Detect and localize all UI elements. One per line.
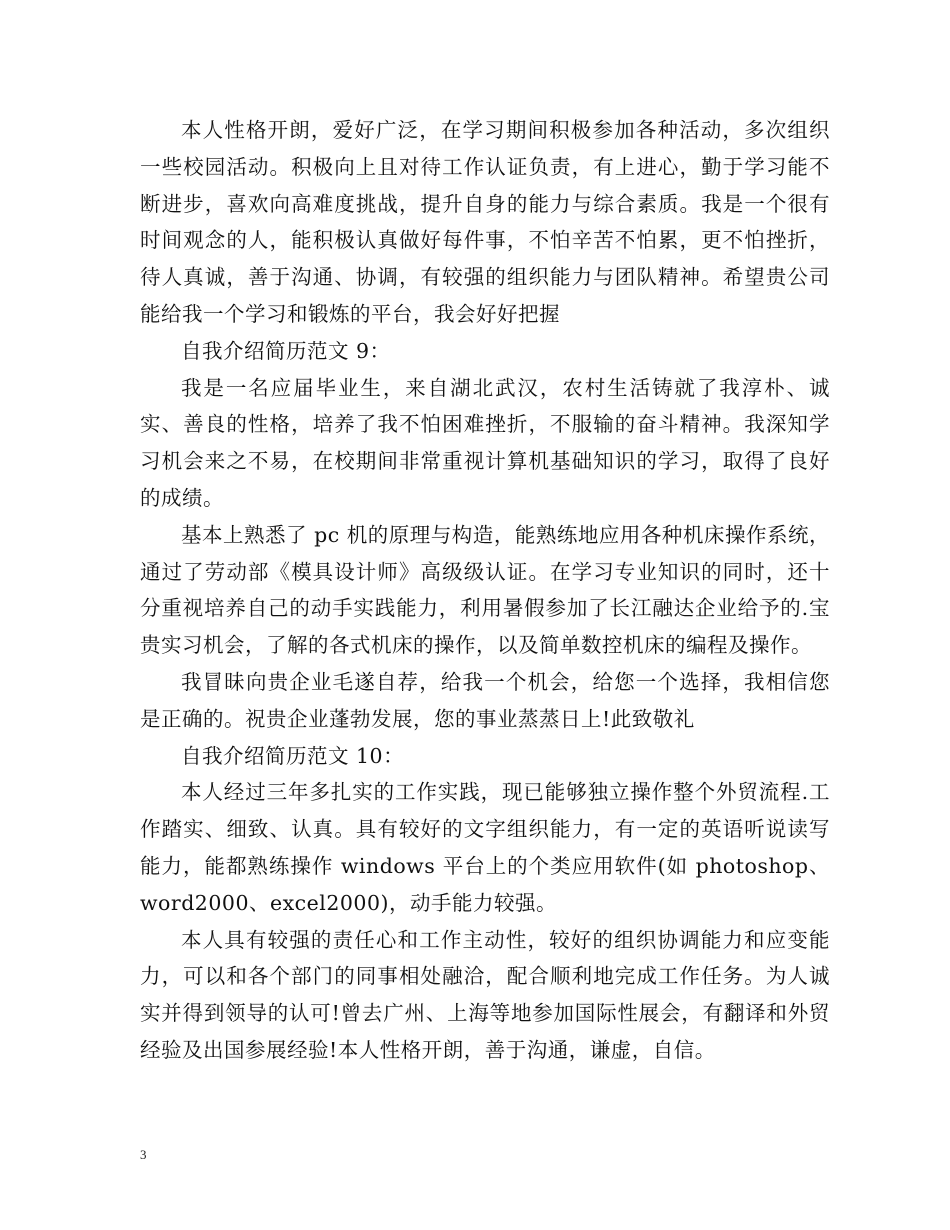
heading-sample-10: 自我介绍简历范文 10： [181, 743, 405, 768]
paragraph-skills: 基本上熟悉了 pc 机的原理与构造，能熟练地应用各种机床操作系统，通过了劳动部《模具设计师》高级级认证。在学习专业知识的同时，还十分重视培养自己的动手实践能力，利用暑假参加了长江融达企业给予的.宝贵实习机会，了解的各式机床的操作，以及简单数控机床的编程及操作。 [140, 522, 830, 658]
paragraph-work-experience: 本人经过三年多扎实的工作实践，现已能够独立操作整个外贸流程.工作踏实、细致、认真。具有较好的文字组织能力，有一定的英语听说读写能力，能都熟练操作 windows 平台上的个类应用软件(如 photoshop、word2000、excel2000)，动手能力较强。 [140, 780, 830, 915]
paragraph-graduate-intro: 我是一名应届毕业生，来自湖北武汉，农村生活铸就了我淳朴、诚实、善良的性格，培养了我不怕困难挫折，不服输的奋斗精神。我深知学习机会来之不易，在校期间非常重视计算机基础知识的学习，取得了良好的成绩。 [140, 375, 830, 510]
document-body [140, 112, 830, 1069]
heading-sample-9: 自我介绍简历范文 9： [181, 338, 391, 363]
paragraph-personality: 本人性格开朗，爱好广泛，在学习期间积极参加各种活动，多次组织一些校园活动。积极向上且对待工作认证负责，有上进心，勤于学习能不断进步，喜欢向高难度挑战，提升自身的能力与综合素质。我是一个很有时间观念的人，能积极认真做好每件事，不怕辛苦不怕累，更不怕挫折，待人真诚，善于沟通、协调，有较强的组织能力与团队精神。希望贵公司能给我一个学习和锻炼的平台，我会好好把握 [140, 118, 830, 326]
paragraph-self-recommendation: 我冒昧向贵企业毛遂自荐，给我一个机会，给您一个选择，我相信您是正确的。祝贵企业蓬勃发展，您的事业蒸蒸日上!此致敬礼 [140, 669, 830, 731]
paragraph-responsibility: 本人具有较强的责任心和工作主动性，较好的组织协调能力和应变能力，可以和各个部门的同事相处融洽，配合顺利地完成工作任务。为人诚实并得到领导的认可!曾去广州、上海等地参加国际性展会，有翻译和外贸经验及出国参展经验!本人性格开朗，善于沟通，谦虚，自信。 [140, 927, 830, 1062]
page-number: 3 [140, 1147, 147, 1162]
